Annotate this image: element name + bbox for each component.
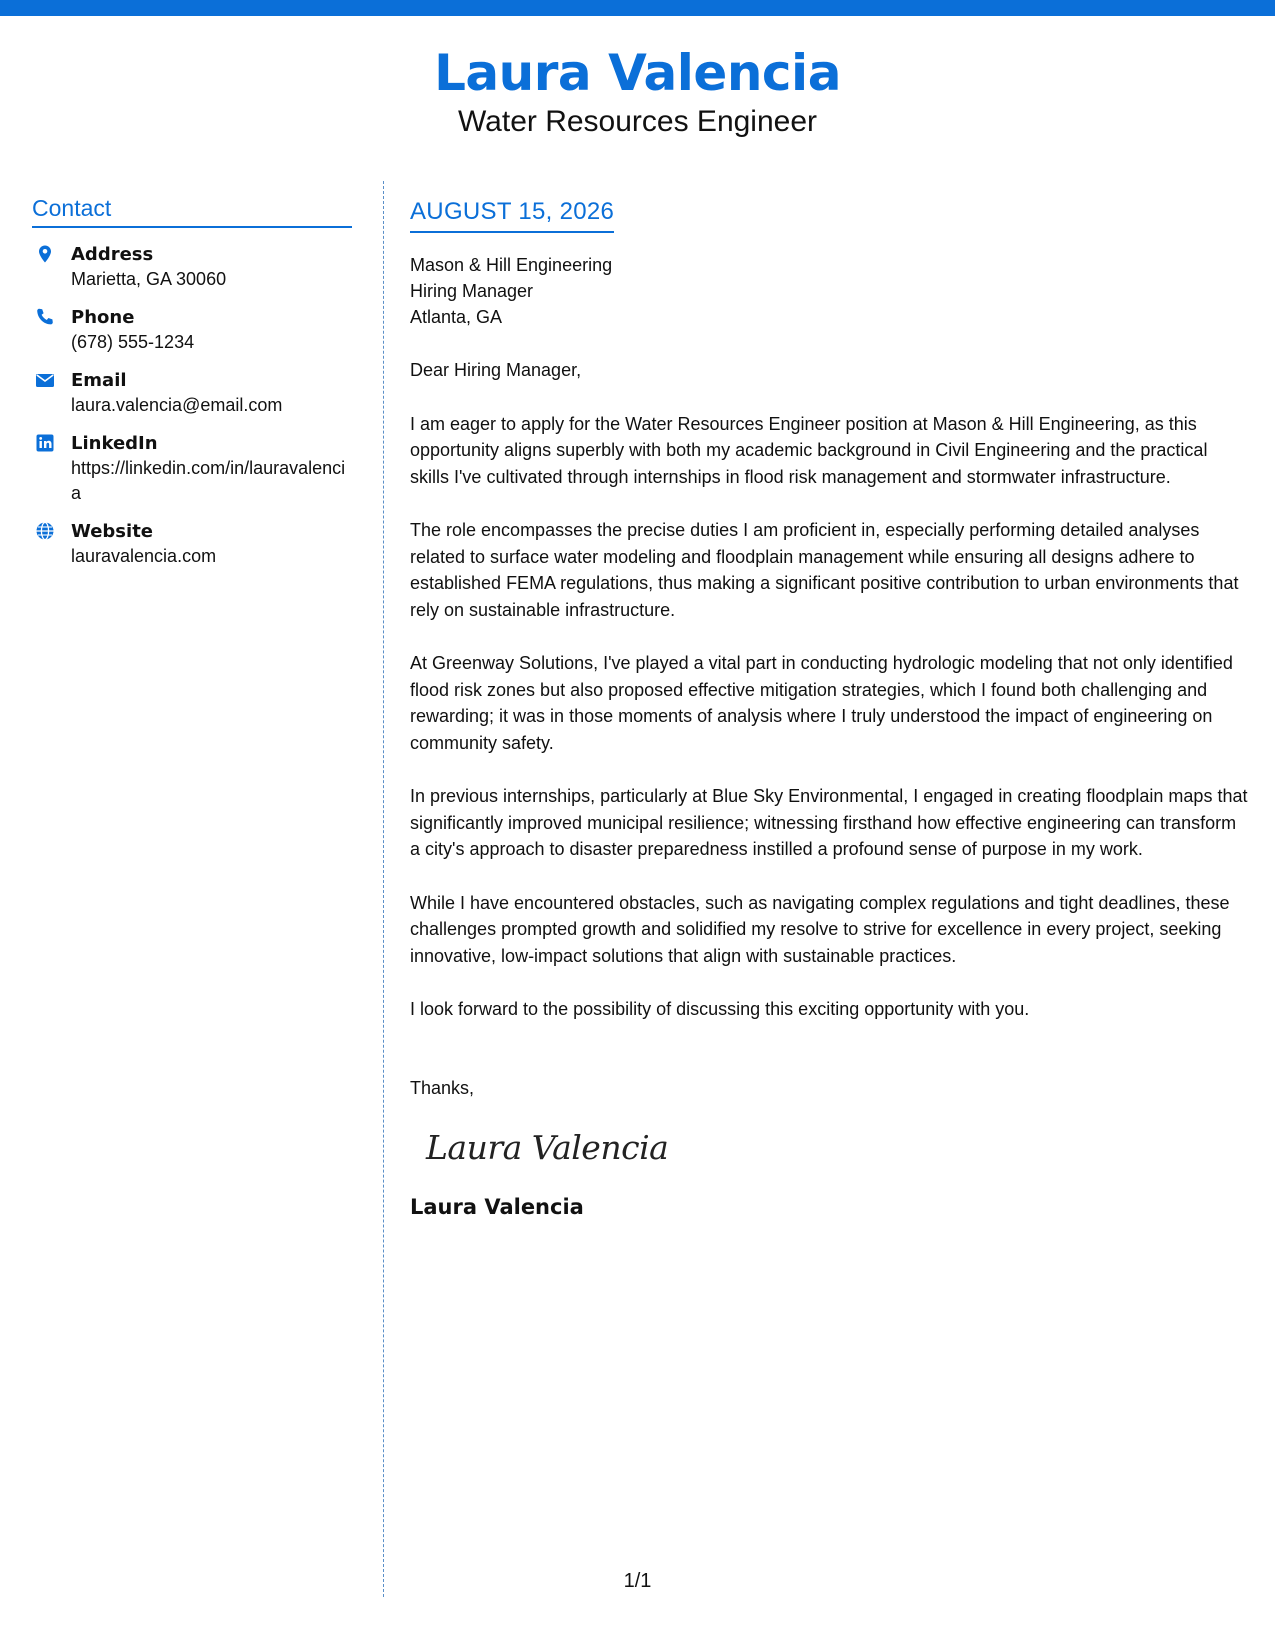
signoff: Thanks, [410, 1077, 475, 1098]
contact-heading: Contact [32, 195, 352, 228]
phone-icon [35, 307, 55, 327]
body-paragraph: The role encompasses the precise duties I am proficient in, especially performing detailed analyses related to surface water modeling and floodplain management while ensuring all designs adhere to established FEMA regulations, thus making a significant positive contribution to urban environments that rely on sustainable infrastructure. [410, 520, 1239, 620]
contact-label: Website [71, 521, 154, 542]
letter-body [410, 198, 1248, 1221]
contact-value[interactable]: laura.valencia@email.com [71, 395, 283, 415]
closing-line: I look forward to the possibility of discussing this exciting opportunity with you. [410, 999, 1030, 1019]
contact-label: Address [71, 244, 154, 265]
contact-item-address [32, 242, 352, 292]
body-paragraph: At Greenway Solutions, I've played a vital part in conducting hydrologic modeling that not only identified flood risk zones but also proposed effective mitigation strategies, which I found both challenging and rewarding; it was in those moments of analysis where I truly understood the impact of engineering on community safety. [410, 653, 1233, 753]
recipient-company: Mason & Hill Engineering [410, 255, 613, 275]
contact-item-website [32, 519, 352, 569]
contact-value: Marietta, GA 30060 [71, 269, 227, 289]
body-paragraph: In previous internships, particularly at Blue Sky Environmental, I engaged in creating floodplain maps that significantly improved municipal resilience; witnessing firsthand how effective engineering can transform a city's approach to disaster preparedness instilled a profound sense of purpose in my work. [410, 786, 1248, 859]
contact-label: Phone [71, 307, 135, 328]
contact-item-linkedin [32, 431, 352, 506]
salutation: Dear Hiring Manager, [410, 360, 582, 380]
globe-icon [35, 521, 55, 541]
applicant-name: Laura Valencia [434, 44, 841, 102]
contact-item-phone [32, 305, 352, 355]
recipient-location: Atlanta, GA [410, 307, 503, 327]
signer-name: Laura Valencia [410, 1194, 584, 1219]
contact-value: (678) 555-1234 [71, 332, 195, 352]
column-divider [383, 181, 384, 1597]
body-paragraph: While I have encountered obstacles, such as navigating complex regulations and tight deadlines, these challenges prompted growth and solidified my resolve to strive for excellence in every project, seeking innovative, low-impact solutions that align with sustainable practices. [410, 892, 1230, 966]
contact-value[interactable]: lauravalencia.com [71, 546, 217, 566]
handwritten-signature [422, 1117, 682, 1177]
contact-label: Email [71, 370, 127, 391]
header [0, 40, 1275, 140]
signature-text: Laura Valencia [426, 1127, 669, 1167]
recipient-role: Hiring Manager [410, 281, 534, 301]
letter-date: AUGUST 15, 2026 [410, 198, 614, 233]
job-title: Water Resources Engineer [457, 105, 818, 138]
body-paragraph: I am eager to apply for the Water Resources Engineer position at Mason & Hill Engineering, as this opportunity aligns superbly with both my academic background in Civil Engineering and the practical skills I've cultivated through internships in flood risk management and stormwater infrastructure. [410, 413, 1208, 487]
contact-label: LinkedIn [71, 433, 158, 454]
recipient-block [410, 252, 1248, 330]
contact-sidebar [32, 195, 352, 582]
page-number: 1/1 [623, 1570, 652, 1592]
top-accent-bar [0, 0, 1275, 16]
contact-value[interactable]: https://linkedin.com/in/lauravalencia [71, 458, 346, 503]
email-icon [35, 370, 55, 390]
contact-item-email [32, 368, 352, 418]
linkedin-icon [35, 433, 55, 453]
map-pin-icon [35, 244, 55, 264]
